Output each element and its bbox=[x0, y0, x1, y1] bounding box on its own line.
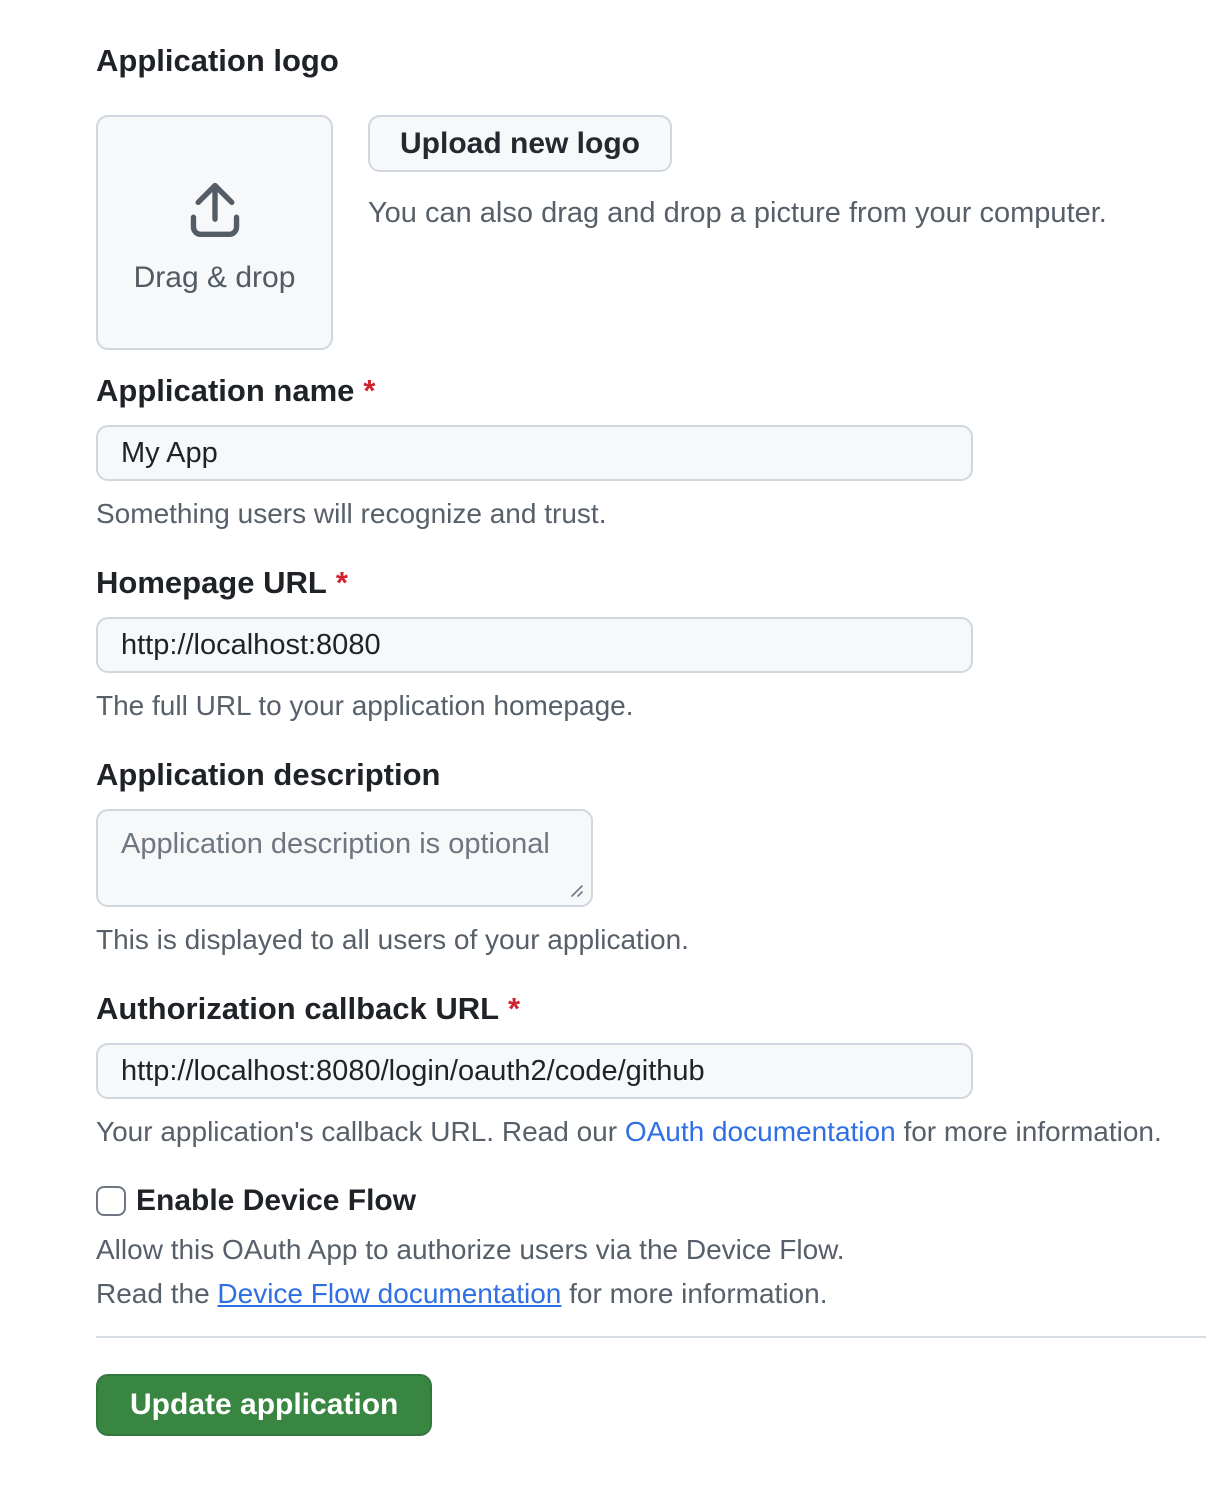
required-asterisk: * bbox=[363, 373, 376, 408]
logo-section bbox=[96, 115, 1206, 350]
form-divider bbox=[96, 1336, 1206, 1338]
application-name-help: Something users will recognize and trust. bbox=[96, 498, 607, 529]
application-logo-label: Application logo bbox=[96, 43, 339, 78]
enable-device-flow-checkbox[interactable] bbox=[96, 1186, 126, 1216]
required-asterisk: * bbox=[335, 565, 348, 600]
application-name-label: Application name * bbox=[96, 373, 376, 408]
oauth-app-settings-form bbox=[96, 45, 1206, 1436]
application-description-textarea[interactable] bbox=[96, 809, 593, 907]
device-flow-documentation-link[interactable]: Device Flow documentation bbox=[217, 1278, 562, 1309]
authorization-callback-url-help: Your application's callback URL. Read our OAuth documentation for more information. bbox=[96, 1116, 1162, 1147]
homepage-url-label: Homepage URL * bbox=[96, 565, 348, 600]
device-flow-help: Allow this OAuth App to authorize users via the Device Flow. bbox=[96, 1234, 845, 1265]
authorization-callback-url-input[interactable] bbox=[96, 1043, 973, 1099]
dropzone-label: Drag & drop bbox=[133, 260, 296, 294]
application-description-label: Application description bbox=[96, 757, 441, 792]
upload-new-logo-button[interactable]: Upload new logo bbox=[368, 115, 672, 172]
authorization-callback-url-label: Authorization callback URL * bbox=[96, 991, 521, 1026]
enable-device-flow-row[interactable] bbox=[96, 1185, 416, 1217]
device-flow-read-more: Read the Device Flow documentation for more information. bbox=[96, 1278, 828, 1309]
logo-actions bbox=[368, 115, 1107, 350]
application-description-wrap bbox=[96, 809, 593, 907]
application-name-input[interactable] bbox=[96, 425, 973, 481]
enable-device-flow-label: Enable Device Flow bbox=[136, 1184, 417, 1217]
application-description-help: This is displayed to all users of your application. bbox=[96, 924, 689, 955]
textarea-resize-handle-icon[interactable] bbox=[566, 880, 586, 900]
oauth-documentation-link[interactable]: OAuth documentation bbox=[624, 1116, 896, 1147]
update-application-button[interactable]: Update application bbox=[96, 1374, 432, 1436]
logo-drag-drop-hint: You can also drag and drop a picture from your computer. bbox=[368, 197, 1107, 229]
required-asterisk: * bbox=[508, 991, 521, 1026]
upload-arrow-icon bbox=[177, 171, 253, 247]
homepage-url-help: The full URL to your application homepage. bbox=[96, 690, 634, 721]
logo-dropzone[interactable] bbox=[96, 115, 333, 350]
homepage-url-input[interactable] bbox=[96, 617, 973, 673]
